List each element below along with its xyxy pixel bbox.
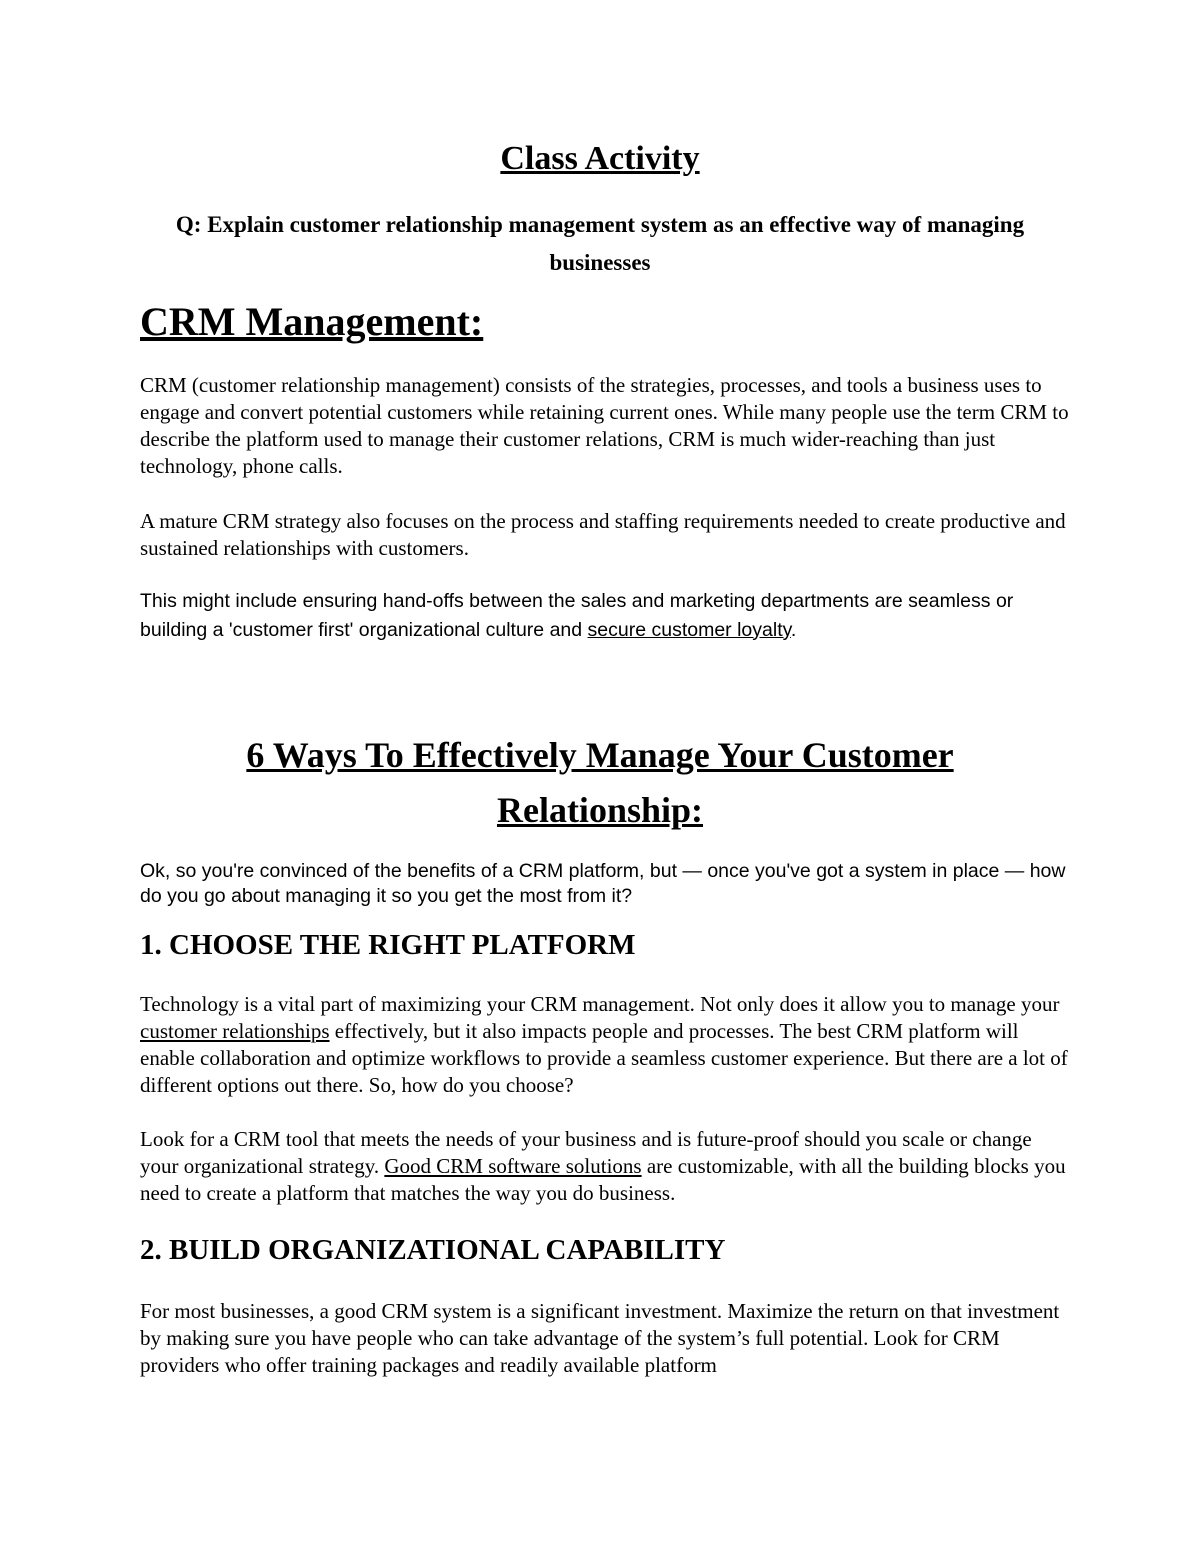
- crm-definition-paragraph: CRM (customer relationship management) consists of the strategies, processes, and tools a business uses to engage and convert potential customers while retaining current ones. While many people use the term CRM to describe the platform used to manage their customer relations, CRM is much wider-reaching than just technology, phone calls.: [140, 373, 1069, 478]
- section-heading-build-capability: 2. BUILD ORGANIZATIONAL CAPABILITY: [140, 1234, 726, 1266]
- intro-paragraph: Ok, so you're convinced of the benefits of a CRM platform, but — once you've got a system in place — how do you go about managing it so you get the most from it?: [140, 860, 1066, 907]
- investment-paragraph: For most businesses, a good CRM system is a significant investment. Maximize the return on that investment by making sure you have people who can take advantage of the system’s full potential. Look for CRM providers who offer training packages and readily available platform: [140, 1299, 1060, 1377]
- six-ways-heading: 6 Ways To Effectively Manage Your Customer Relationship:: [246, 735, 954, 830]
- crm-handoffs-paragraph: [140, 587, 1070, 644]
- secure-customer-loyalty-link[interactable]: secure customer loyalty: [587, 618, 791, 641]
- paragraph-text: This might include ensuring hand-offs between the sales and marketing departments are seamless or building a 'customer first' organizational culture and: [140, 590, 1014, 641]
- paragraph-text: are customizable, with all the building blocks you need to create a platform that matches the way you do business.: [140, 1154, 1066, 1205]
- crm-tool-paragraph: [140, 1126, 1070, 1207]
- paragraph-text: Technology is a vital part of maximizing your CRM management. Not only does it allow you to manage your: [140, 992, 1060, 1016]
- question-text: Q: Explain customer relationship management system as an effective way of managing businesses: [175, 212, 1025, 275]
- section-heading-choose-platform: 1. CHOOSE THE RIGHT PLATFORM: [140, 929, 636, 961]
- platform-paragraph: [140, 991, 1070, 1099]
- customer-relationships-link[interactable]: customer relationships: [140, 1019, 330, 1043]
- crm-management-heading: CRM Management:: [140, 299, 484, 344]
- page-title: Class Activity: [500, 140, 700, 177]
- paragraph-text: effectively, but it also impacts people and processes. The best CRM platform will enable collaboration and optimize workflows to provide a seamless customer experience. But there are a lot of different options out there. So, how do you choose?: [140, 1019, 1068, 1097]
- paragraph-text: Look for a CRM tool that meets the needs of your business and is future-proof should you scale or change your organizational strategy.: [140, 1127, 1032, 1178]
- paragraph-text: .: [790, 618, 797, 641]
- good-crm-software-link[interactable]: Good CRM software solutions: [384, 1154, 642, 1178]
- crm-strategy-paragraph: A mature CRM strategy also focuses on the process and staffing requirements needed to create productive and sustained relationships with customers.: [140, 509, 1066, 560]
